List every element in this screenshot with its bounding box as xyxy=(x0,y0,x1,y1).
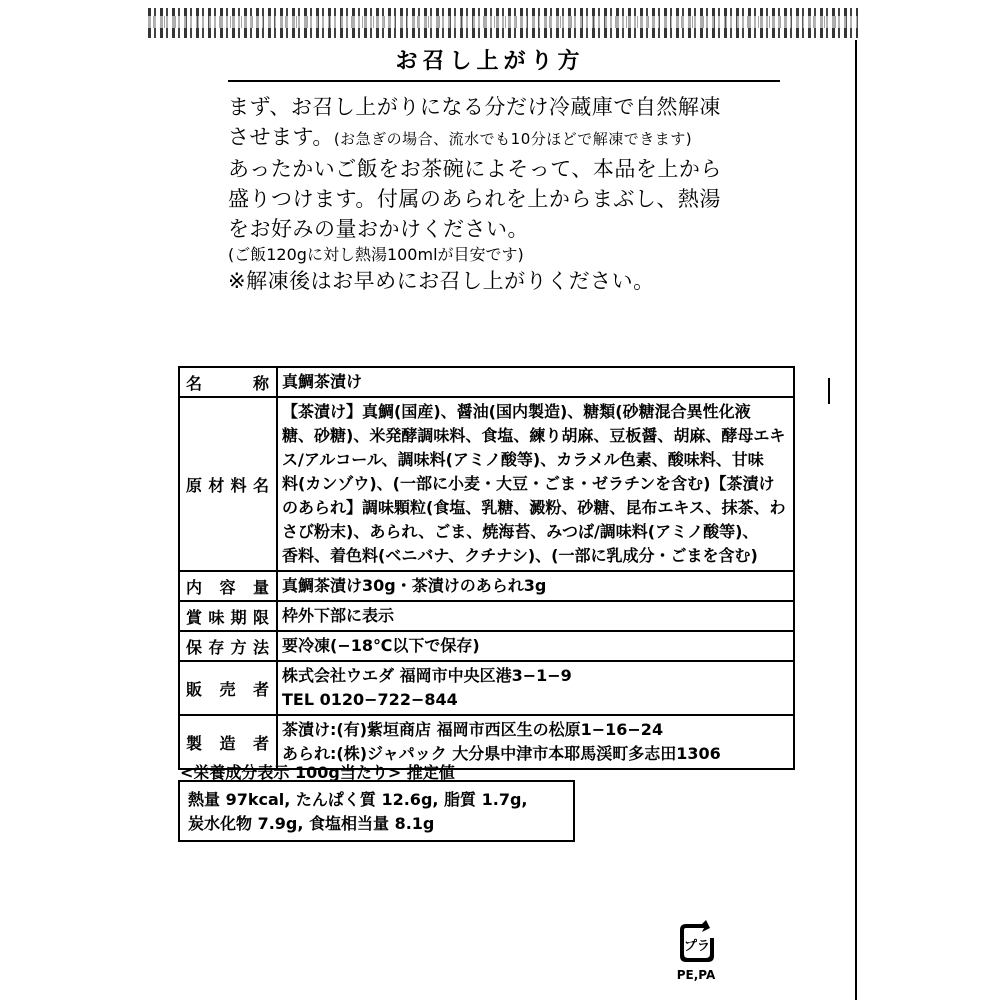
ingredients-line: さび粉末)、あられ、ごま、焼海苔、みつば/調味料(アミノ酸等)、 xyxy=(282,522,759,541)
seller-value xyxy=(277,661,794,715)
seller-label: 販売者 xyxy=(179,661,277,715)
how-to-eat-title: お召し上がり方 xyxy=(395,49,585,74)
seller-phone: TEL 0120−722−844 xyxy=(282,690,458,709)
seller-address: 株式会社ウエダ 福岡市中央区港3−1−9 xyxy=(282,666,572,685)
maker-line: あられ:(株)ジャパック 大分県中津市本耶馬渓町多志田1306 xyxy=(282,744,721,763)
best-before-label: 賞味期限 xyxy=(179,601,277,631)
ingredients-line: 料(カンゾウ)、(一部に小麦・大豆・ごま・ゼラチンを含む)【茶漬け xyxy=(282,474,775,493)
table-row xyxy=(179,601,794,631)
ingredients-line: のあられ】調味顆粒(食塩、乳糖、澱粉、砂糖、昆布エキス、抹茶、わ xyxy=(282,498,786,517)
instruction-line: まず、お召し上がりになる分だけ冷蔵庫で自然解凍 xyxy=(228,95,721,119)
title-divider xyxy=(228,80,780,82)
best-before-value: 枠外下部に表示 xyxy=(277,601,794,631)
content-value: 真鯛茶漬け30g・茶漬けのあられ3g xyxy=(277,571,794,601)
nutrition-heading: <栄養成分表示 100g当たり> 推定値 xyxy=(180,763,455,782)
ingredients-value xyxy=(277,397,794,571)
instruction-line: をお好みの量おかけください。 xyxy=(228,217,529,241)
instruction-line: あったかいご飯をお茶碗によそって、本品を上から xyxy=(228,157,722,181)
maker-line: 茶漬け:(有)紫垣商店 福岡市西区生の松原1−16−24 xyxy=(282,720,664,739)
ingredients-label: 原材料名 xyxy=(179,397,277,571)
printed-header-band xyxy=(148,8,858,38)
ingredients-line: 香料、着色料(ベニバナ、クチナシ)、(一部に乳成分・ごまを含む) xyxy=(282,546,758,565)
name-label: 名 称 xyxy=(179,367,277,397)
recycle-mark-text: プラ xyxy=(683,939,711,954)
package-edge-line xyxy=(855,40,857,1000)
storage-value: 要冷凍(−18℃以下で保存) xyxy=(277,631,794,661)
table-row xyxy=(179,631,794,661)
table-row xyxy=(179,397,794,571)
instruction-text: させます。 xyxy=(228,125,334,149)
maker-label: 製造者 xyxy=(179,715,277,769)
table-row xyxy=(179,661,794,715)
ingredients-line: 【茶漬け】真鯛(国産)、醤油(国内製造)、糖類(砂糖混合異性化液 xyxy=(282,402,751,421)
table-row xyxy=(179,367,794,397)
how-to-eat-instructions xyxy=(228,92,788,296)
table-row xyxy=(179,571,794,601)
storage-label: 保存方法 xyxy=(179,631,277,661)
instruction-note: (ご飯120gに対し熱湯100mlが目安です) xyxy=(228,245,524,264)
package-edge-tick xyxy=(828,378,830,404)
content-label: 内容量 xyxy=(179,571,277,601)
instruction-warning: ※解凍後はお早めにお召し上がりください。 xyxy=(228,269,655,293)
nutrition-line: 炭水化物 7.9g, 食塩相当量 8.1g xyxy=(188,814,435,833)
ingredients-line: ス/アルコール、調味料(アミノ酸等)、カラメル色素、酸味料、甘味 xyxy=(282,450,764,469)
ingredients-line: 糖、砂糖)、米発酵調味料、食塩、練り胡麻、豆板醤、胡麻、酵母エキ xyxy=(282,426,786,445)
instruction-note: (お急ぎの場合、流水でも10分ほどで解凍できます) xyxy=(333,130,693,148)
recycle-material-code: PE,PA xyxy=(676,968,716,982)
name-value: 真鯛茶漬け xyxy=(277,367,794,397)
instruction-line xyxy=(228,122,788,154)
plastic-recycle-icon xyxy=(672,920,720,970)
nutrition-line: 熱量 97kcal, たんぱく質 12.6g, 脂質 1.7g, xyxy=(188,790,528,809)
nutrition-box xyxy=(178,780,575,842)
product-info-table xyxy=(178,366,795,770)
instruction-line: 盛りつけます。付属のあられを上からまぶし、熱湯 xyxy=(228,187,721,211)
